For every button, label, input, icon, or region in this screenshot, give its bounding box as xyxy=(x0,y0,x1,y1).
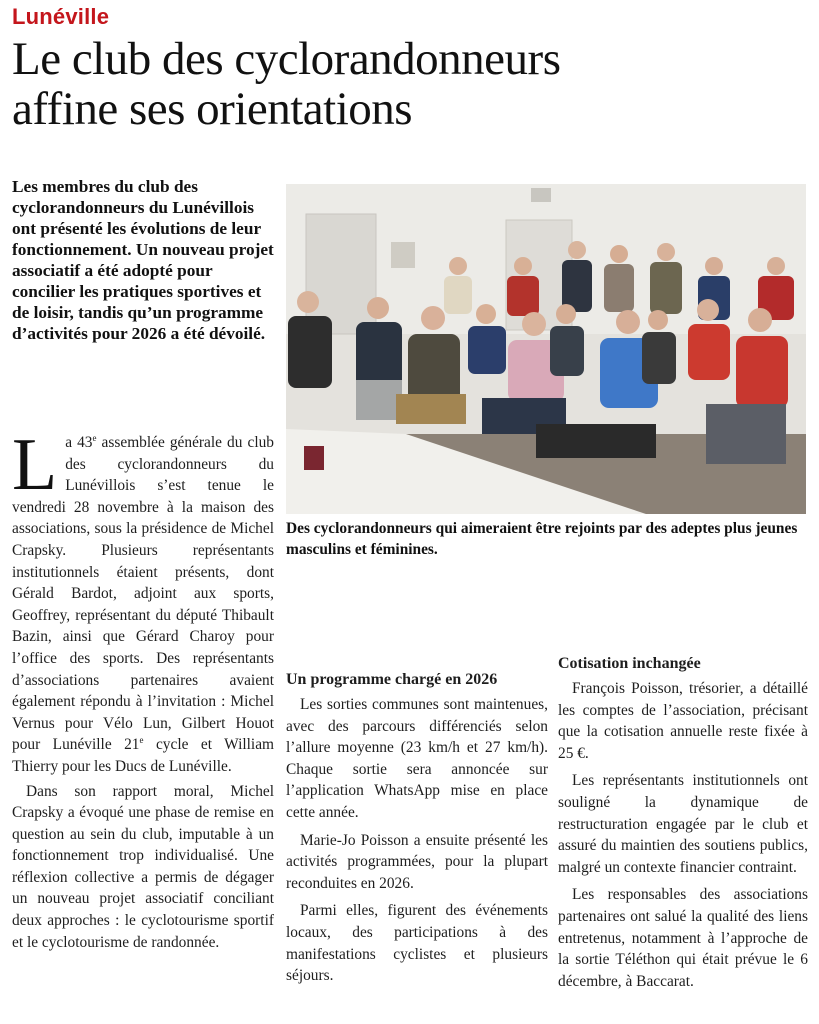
section-rubric: Lunéville xyxy=(12,4,110,29)
paragraph-3: Les sorties communes sont maintenues, avec des parcours différenciés selon l’allure moyenne (23 km/h et 27 km/h). Chaque sortie sera annoncée sur l’application WhatsApp mise en place cette année. xyxy=(286,696,548,821)
headline-line-1: Le club des cyclorandonneurs xyxy=(12,33,561,85)
article-lead: Les membres du club des cyclorandonneurs du Lunévillois ont présenté les évolutions de leur fonctionnement. Un nouveau projet associatif a été adopté pour concilier les pratiques sportives et de loisir, tandis qu’un programme d’activités pour 2026 a été dévoilé. xyxy=(12,177,274,343)
article-column-3-content xyxy=(558,640,808,992)
dropcap-letter: L xyxy=(12,424,58,506)
paragraph-2: Dans son rapport moral, Michel Crapsky a évoqué une phase de remise en question au sein du club, imputable à un fonctionnement trop individualisé. Une réflexion collective a permis de dégager un nouveau projet associatif conciliant deux approches : le cyclotourisme sportif et le cyclotourisme de randonnée. xyxy=(12,782,274,951)
photo-caption: Des cyclorandonneurs qui aimeraient être rejoints par des adeptes plus jeunes masculins et féminines. xyxy=(286,520,798,558)
subheading-programme: Un programme chargé en 2026 xyxy=(286,671,498,688)
paragraph-6: François Poisson, trésorier, a détaillé les comptes de l’association, précisant que la cotisation annuelle reste fixée à 25 €. xyxy=(558,680,808,762)
paragraph-1 xyxy=(12,424,274,778)
paragraph-8: Les responsables des associations partenaires ont salué la qualité des liens entretenus, notamment à l’approche de la sortie Téléthon qui était prévue le 6 décembre, à Baccarat. xyxy=(558,886,808,990)
article-headline xyxy=(12,34,812,134)
article-column-2-content xyxy=(286,656,548,987)
ordinal-superscript: e xyxy=(139,735,144,746)
paragraph-1-text-a: a 43 xyxy=(65,434,93,451)
headline-line-2: affine ses orientations xyxy=(12,83,413,135)
paragraph-7: Les représentants institutionnels ont souligné la dynamique de restructuration engagée par le club et assuré du maintien des soutiens publics, malgré un contexte financier contraint. xyxy=(558,772,808,876)
subheading-cotisation: Cotisation inchangée xyxy=(558,655,701,672)
group-photo-image xyxy=(286,184,806,514)
ordinal-superscript: e xyxy=(92,432,97,443)
article-column-1 xyxy=(12,424,274,953)
paragraph-5: Parmi elles, figurent des événements locaux, des participations à des manifestations cyclistes et plusieurs séjours. xyxy=(286,902,548,985)
paragraph-4: Marie-Jo Poisson a ensuite présenté les activités programmées, pour la plupart reconduites en 2026. xyxy=(286,831,548,892)
group-photo xyxy=(286,184,806,514)
paragraph-1-text-b: assemblée générale du club des cyclorandonneurs du Lunévillois s’est tenue le vendredi 28 novembre à la maison des associations, sous la présidence de Michel Crapsky. Plusieurs représentants institutionnels étaient présents, dont Gérald Bardot, adjoint aux sports, Geoffrey, représentant du député Thibault Bazin, ainsi que Gérard Charoy pour l’office des sports. Des représentants d’associations partenaires avaient également répondu à l’invitation : Michel Vernus pour Vélo Lun, Gilbert Houot pour Lunéville 21 xyxy=(12,434,274,754)
paragraph-1-text-c: cycle et William Thierry pour les Ducs de Lunéville. xyxy=(12,736,274,775)
